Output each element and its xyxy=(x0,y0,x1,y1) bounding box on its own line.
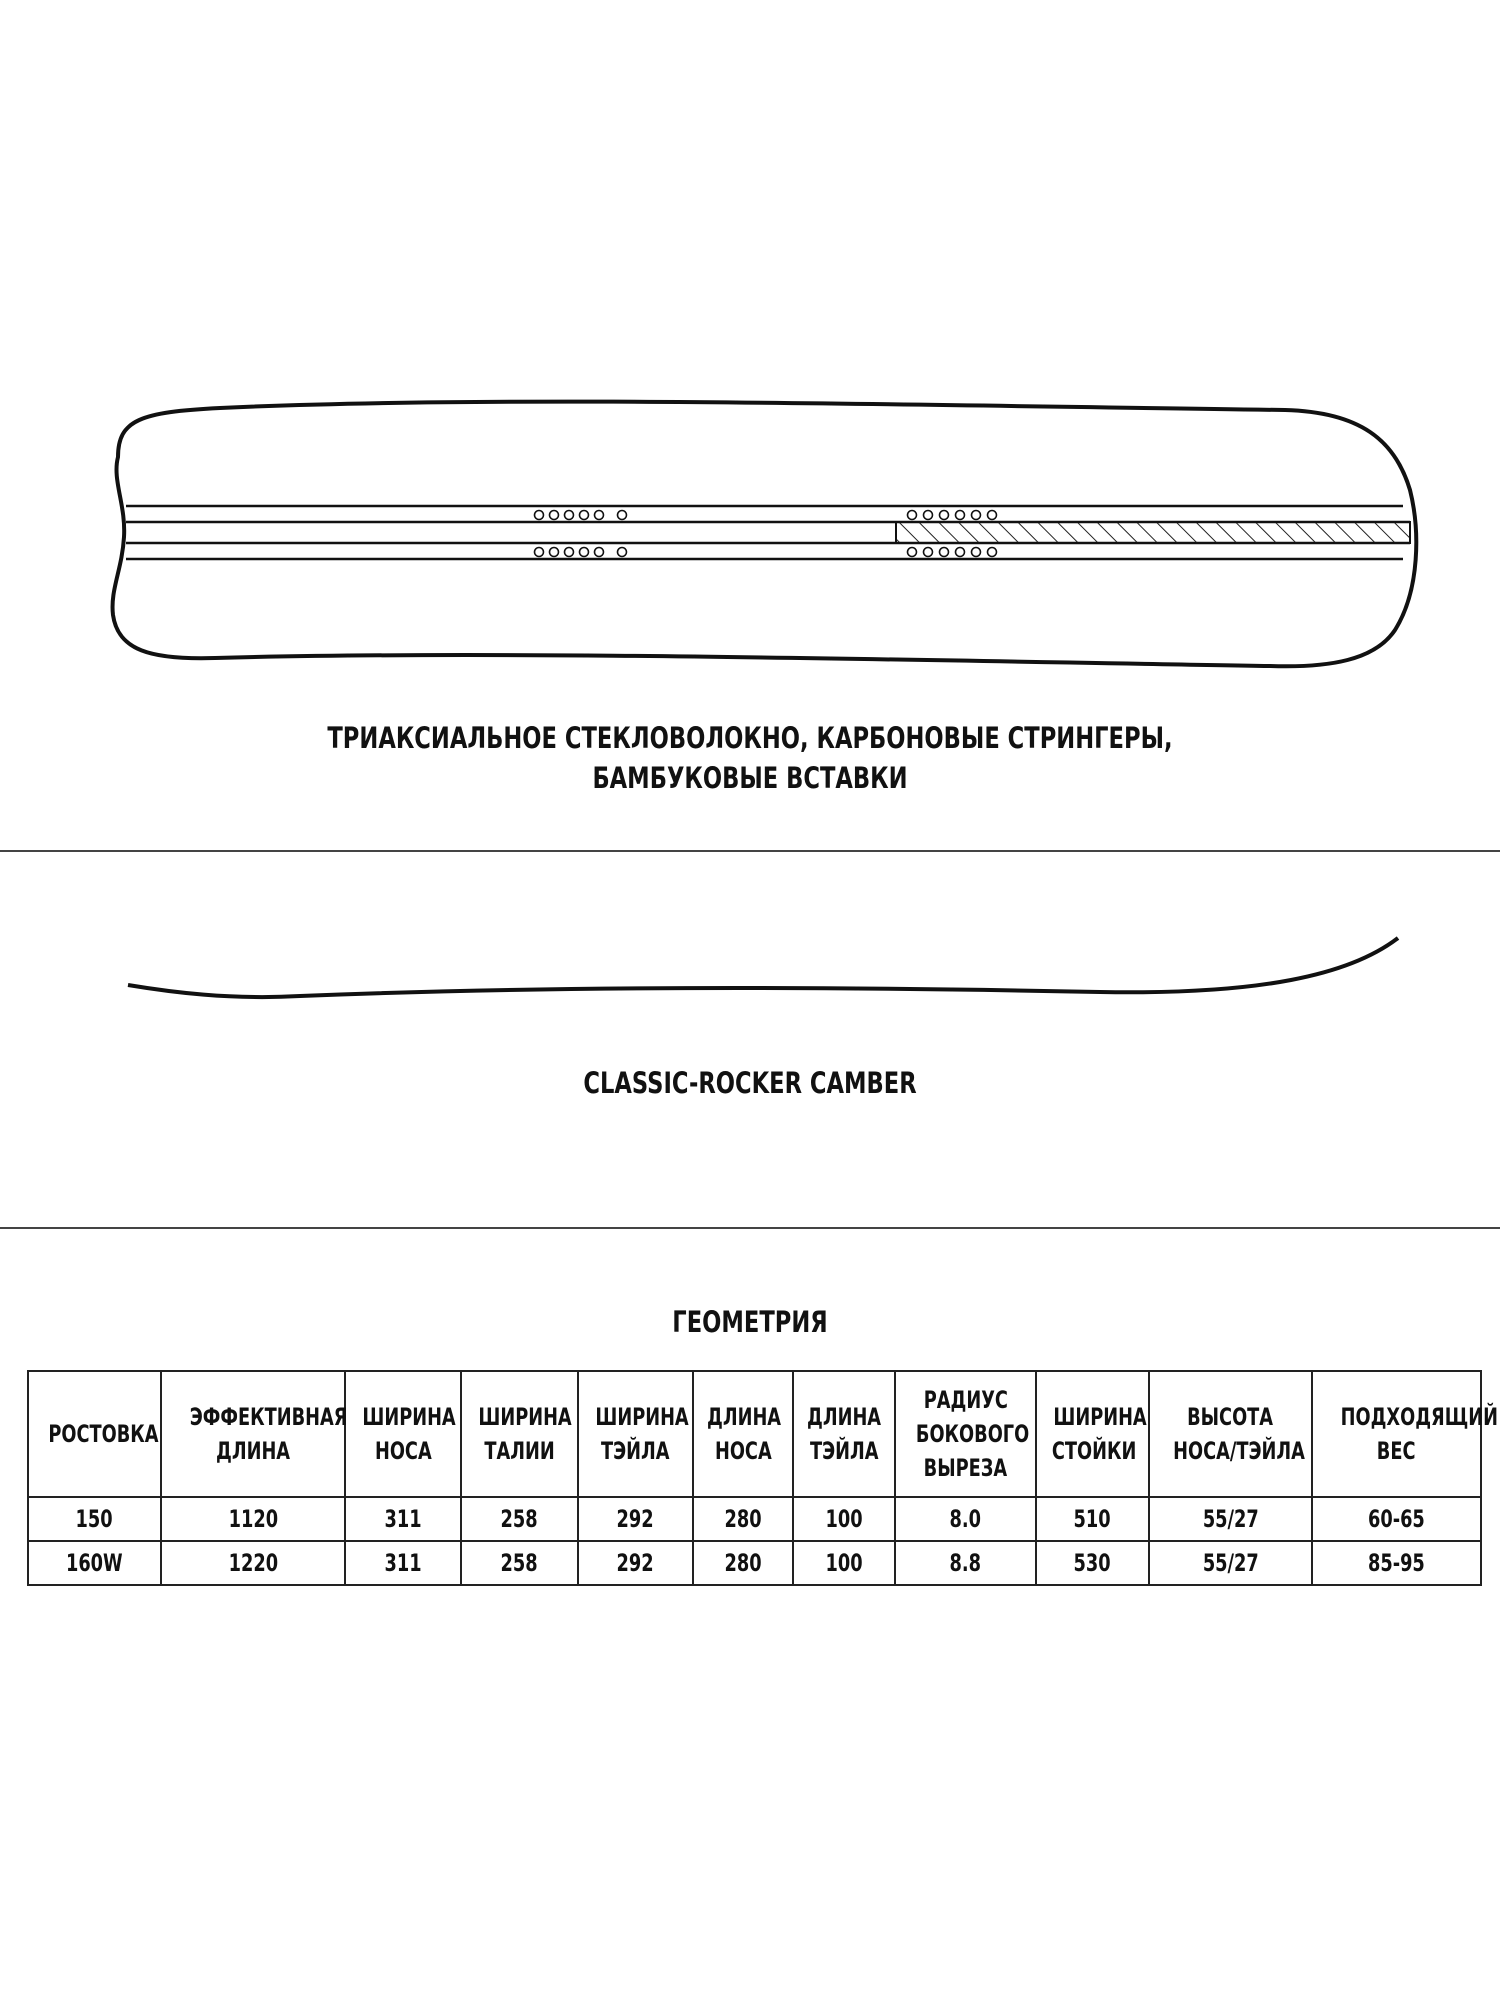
divider xyxy=(0,850,1500,852)
column-header-line: ВЕС xyxy=(1377,1437,1416,1465)
camber-profile xyxy=(0,920,1500,1070)
table-cell: 55/27 xyxy=(1149,1497,1312,1541)
table-cell: 258 xyxy=(461,1541,578,1585)
table-cell: 510 xyxy=(1036,1497,1149,1541)
construction-line-1: ТРИАКСИАЛЬНОЕ СТЕКЛОВОЛОКНО, КАРБОНОВЫЕ СТРИНГЕРЫ, xyxy=(327,721,1173,755)
column-header xyxy=(1312,1371,1498,1497)
column-header-line: ЭФФЕКТИВНАЯ xyxy=(189,1403,348,1431)
column-header-line: ТЭЙЛА xyxy=(809,1437,879,1465)
column-header-line: ВЫРЕЗА xyxy=(923,1454,1008,1482)
column-header-line: ДЛИНА xyxy=(707,1403,782,1431)
column-header-line: СТОЙКИ xyxy=(1051,1437,1137,1465)
column-header xyxy=(693,1371,793,1497)
table-cell: 160W xyxy=(28,1541,161,1585)
table-cell: 280 xyxy=(693,1497,793,1541)
snowboard-top-view xyxy=(0,0,1500,700)
column-header xyxy=(1149,1371,1312,1497)
column-header xyxy=(461,1371,578,1497)
column-header xyxy=(345,1371,461,1497)
column-header-line: ТАЛИИ xyxy=(484,1437,555,1465)
column-header-line: ШИРИНА xyxy=(478,1403,572,1431)
column-header-line: ДЛИНА xyxy=(215,1437,291,1465)
column-header-line: ТЭЙЛА xyxy=(601,1437,670,1465)
table-cell: 55/27 xyxy=(1149,1541,1312,1585)
table-cell: 100 xyxy=(793,1497,895,1541)
table-cell: 292 xyxy=(578,1497,693,1541)
column-header-line: РАДИУС xyxy=(923,1386,1008,1414)
table-cell: 100 xyxy=(793,1541,895,1585)
construction-line-2: БАМБУКОВЫЕ ВСТАВКИ xyxy=(592,761,908,795)
table-cell: 280 xyxy=(693,1541,793,1585)
column-header-line: РОСТОВКА xyxy=(48,1420,159,1448)
geometry-title: ГЕОМЕТРИЯ xyxy=(672,1305,828,1339)
column-header-line: ПОДХОДЯЩИЙ xyxy=(1340,1403,1498,1431)
column-header-line: ШИРИНА xyxy=(362,1403,456,1431)
table-cell: 60-65 xyxy=(1312,1497,1481,1541)
table-cell: 311 xyxy=(345,1541,461,1585)
column-header xyxy=(793,1371,895,1497)
column-header-line: НОСА xyxy=(714,1437,772,1465)
table-cell: 85-95 xyxy=(1312,1541,1481,1585)
column-header-line: ШИРИНА xyxy=(1053,1403,1147,1431)
column-header xyxy=(161,1371,348,1497)
table-row xyxy=(28,1497,1481,1541)
column-header-line: ВЫСОТА xyxy=(1187,1403,1274,1431)
table-header-row xyxy=(28,1371,1481,1497)
table-cell: 292 xyxy=(578,1541,693,1585)
column-header-line: БОКОВОГО xyxy=(915,1420,1030,1448)
column-header-line: ШИРИНА xyxy=(595,1403,689,1431)
column-header-line: ДЛИНА xyxy=(807,1403,882,1431)
column-header-line: НОСА xyxy=(374,1437,432,1465)
divider xyxy=(0,1227,1500,1229)
table-cell: 1220 xyxy=(161,1541,345,1585)
column-header xyxy=(1036,1371,1149,1497)
table-cell: 150 xyxy=(28,1497,161,1541)
table-cell: 8.0 xyxy=(895,1497,1036,1541)
geometry-table xyxy=(27,1370,1498,1586)
column-header-line: НОСА/ТЭЙЛА xyxy=(1173,1437,1305,1465)
table-cell: 530 xyxy=(1036,1541,1149,1585)
column-header xyxy=(28,1371,161,1497)
table-cell: 311 xyxy=(345,1497,461,1541)
column-header xyxy=(578,1371,693,1497)
bamboo-insert-hatch xyxy=(896,522,1410,543)
profile-label: CLASSIC-ROCKER CAMBER xyxy=(583,1066,917,1100)
table-cell: 1120 xyxy=(161,1497,345,1541)
table-row xyxy=(28,1541,1481,1585)
table-cell: 8.8 xyxy=(895,1541,1036,1585)
column-header xyxy=(895,1371,1036,1497)
table-cell: 258 xyxy=(461,1497,578,1541)
